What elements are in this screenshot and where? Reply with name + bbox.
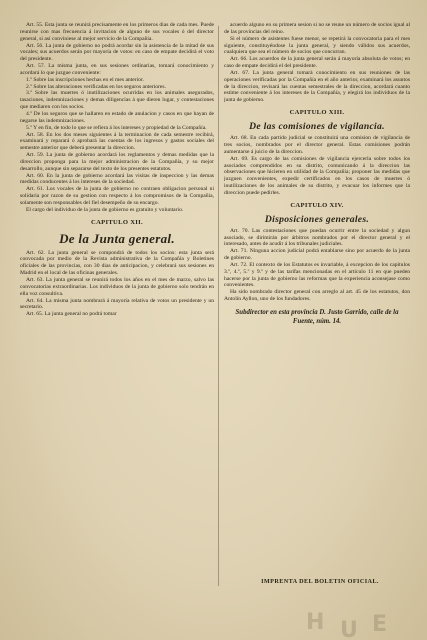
paragraph: 2.º Sobre las alteraciones verificadas en los seguros anteriores. [26, 83, 166, 90]
paragraph: 1.º Sobre las inscripciones hechas en el mes anterior. [26, 76, 144, 83]
paragraph: Art. 72. El contexto de los Estatutos es invariable, á excepcion de los capítulos 3.º, 4.º, 5.º y 9.º y de las tarifas mencionadas en el artículo 11 en que pueden hacerse por la junta de gobierno las reformas que la experiencia aconsejase como convenientes. [224, 261, 410, 289]
paragraph: Art. 68. En cada partido judicial se constituirá una comision de vigilancia de tres socios, nombrados por el director general. Estas comisiones podrán aumentarse á juicio de la direccion. [224, 135, 410, 155]
paragraph: Art. 61. Los vocales de la junta de gobierno no contraen obligacion personal ni solidaria por razon de su gestion con respecto á los compromisos de la Compañía, solamente son responsables del fiel desempeño de su encargo. [20, 186, 214, 206]
chapter-xiv-label: CAPITULO XIV. [290, 201, 344, 209]
left-column [20, 22, 214, 622]
paragraph: Art. 63. La junta general se reunirá todos los años en el mes de marzo, salvo las convocatorias extraordinarias. Los individuos de la junta de gobierno solo tendrán en ella voz consultiva. [20, 277, 214, 297]
chapter-xiii-title: De las comisiones de vigilancia. [249, 121, 385, 133]
paragraph: Art. 55. Esta junta se reunirá precisamente en los primeros dias de cada mes. Puede reunirse con mas frecuencia á invitacion de alguno de sus vocales ó del director general, si así conviniese al mejor servicio de la Compañía. [20, 22, 214, 42]
subdirector-notice: Subdirector en esta provincia D. Justo Garrido, calle de la Fuente, núm. 14. [235, 309, 399, 325]
paragraph: Art. 56. La junta de gobierno no podrá acordar sin la asistencia de la mitad de sus vocales; sus acuerdos serán por mayoría de votos: en caso de empate decidirá el voto del presidente. [20, 42, 214, 63]
paragraph: Art. 62. La junta general se compondrá de todos los socios: esta junta será convocada por medio de la Revista administrativa de la Compañía y Boletines oficiales de las provincias, con 30 dias de anticipacion, y celebrará sus sesiones en Madrid en el local de las oficinas generales. [20, 249, 214, 277]
printer-imprint: IMPRENTA DEL BOLETIN OFICIAL. [261, 578, 379, 585]
paragraph: Art. 66. Los acuerdos de la junta general serán á mayoría absoluta de votos; en caso de empate decidirá el del presidente. [224, 56, 410, 70]
paragraph: Art. 58. En los dos meses siguientes á la terminacion de cada semestre recibirá, examinará y reparará ó aprobará las cuentas de los ingresos y gastos sociales del semestre anterior que deberá presentar la direccion. [20, 131, 214, 152]
right-column [224, 22, 410, 462]
chapter-xii-label: CAPITULO XII. [91, 218, 143, 226]
paragraph: Art. 70. Las contestaciones que puedan ocurrir entre la sociedad y algun asociado, se dirimirán por árbitros nombrados por el director general y el interesado, antes de acudir á los tribunales judiciales. [224, 227, 410, 248]
paragraph: 3.º Sobre las muertes ó inutilizaciones ocurridas en los animales asegurados, tasaciones, indemnizaciones y demas diligencias á que dieren lugar, y contestaciones que mediaren con los socios. [20, 90, 214, 111]
paragraph: Art. 64. La misma junta nombrará á mayoría relativa de votos un presidente y un secretario. [20, 297, 214, 311]
library-watermark-stamp: H U E [306, 610, 390, 640]
paragraph: acuerdo alguno en su primera sesion si no se reune un número de socios igual al de las provincias del reino. [224, 22, 410, 35]
chapter-xiii-label: CAPITULO XIII. [289, 109, 345, 117]
paragraph: Art. 60. En la junta de gobierno acordará las visitas de inspeccion y las demas medidas conducentes á los intereses de la sociedad. [20, 172, 214, 186]
paragraph: Art. 59. La junta de gobierno acordará los reglamentos y demas medidas que la direccion proponga para la mejor administracion de la Compañía, y su mejor desarrollo, aunque sin separarse del texto de los presentes estatutos. [20, 152, 214, 172]
chapter-xiv-title: Disposiciones generales. [264, 213, 370, 225]
paragraph: 4.º De los seguros que se hallaren en estado de anulacion y casos en que hayan de negarse las indemnizaciones. [20, 110, 214, 124]
paragraph: El cargo del individuo de la junta de gobierno es gratuito y voluntario. [26, 206, 184, 213]
paragraph: Art. 69. Es cargo de las comisiones de vigilancia ejercerla sobre todos los asociados comprendidos en su distrito, comunicando á la direccion las observaciones que hicieren en utilidad de la Compañía; proponer las medidas que juzguen convenientes, expedir certificados en los casos de muertes ó inutilizaciones de los animales de su distrito, y evacuar los informes que la direccion puede pedirles. [224, 155, 410, 196]
paragraph: Art. 57. La misma junta, en sus sesiones ordinarias, tomará conocimiento y acordará lo que juzgue conveniente: [20, 63, 214, 76]
paragraph: Art. 67. La junta general tomará conocimiento en sus reuniones de las operaciones verificadas por la Compañía en el año anterior, examinará los asuntos de la direccion, revisará las cuentas semestrales de la direccion, acordará cuanto estime conveniente á los intereses de la Compañía, y elegirá los individuos de la junta de gobierno. [224, 69, 410, 104]
column-divider [218, 26, 219, 586]
paragraph: Art. 71. Ninguna accion judicial podrá entablarse sino por acuerdo de la junta de gobierno. [224, 248, 410, 262]
appointment-note: Ha sido nombrado director general con arreglo al art. 45 de los estatutos, don Antolín Ayllon, uno de los fundadores. [224, 289, 410, 303]
chapter-xii-title: De la Junta general. [59, 230, 175, 246]
paragraph: Art. 65. La junta general no podrá tomar [26, 311, 117, 318]
paragraph: Si el número de asistentes fuese menor, se repetirá la convocatoria para el mes siguiente, constituyéndose la junta general, y siendo válidos sus acuerdos, cualquiera que sea el número de socios que concurran. [224, 35, 410, 56]
paragraph: 5.º Y en fin, de todo lo que se refiera á los intereses y propiedad de la Compañía. [26, 124, 207, 131]
